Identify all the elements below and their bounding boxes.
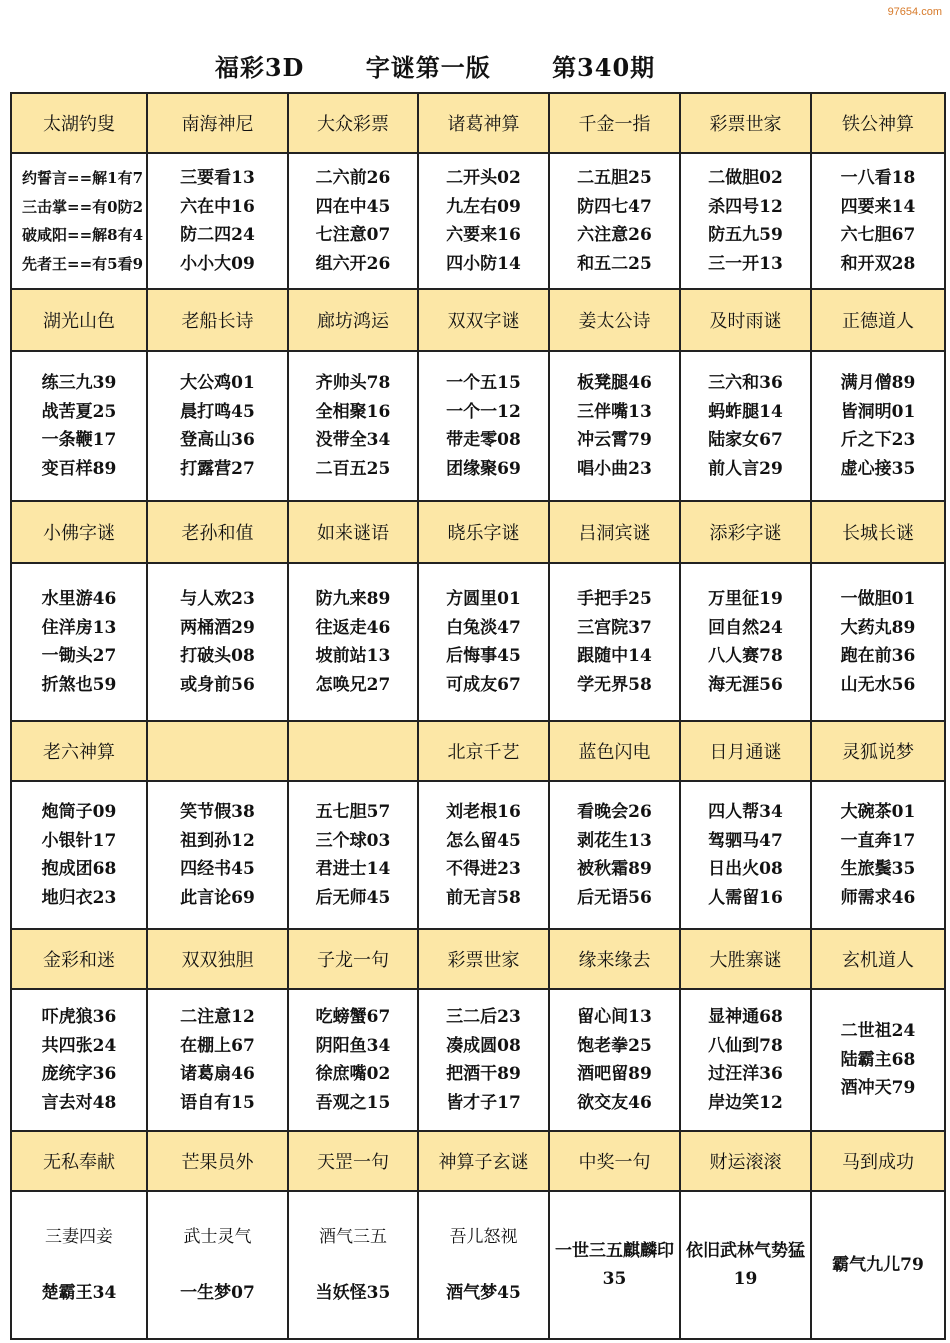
riddle-line: 折煞也59: [41, 674, 117, 695]
column-header: 彩票世家: [680, 93, 811, 153]
riddle-line: 在棚上67: [180, 1035, 255, 1056]
column-header: 天罡一句: [288, 1131, 418, 1191]
riddle-line: 依旧武林气势猛19: [686, 1240, 805, 1289]
column-header: 无私奉献: [11, 1131, 147, 1191]
riddle-line: 四小防14: [446, 253, 521, 274]
riddle-line: 防二四24: [180, 225, 255, 245]
riddle-line: 四在中45: [315, 196, 391, 217]
riddle-line: 小银针17: [41, 830, 117, 851]
riddle-line: 两桶酒29: [180, 617, 255, 638]
riddle-line: 霸气九儿79: [832, 1254, 924, 1275]
riddle-line: 万里征19: [708, 589, 783, 609]
riddle-line: 板凳腿46: [577, 373, 652, 393]
riddle-cell: [549, 781, 680, 929]
riddle-line: 齐帅头78: [315, 373, 391, 393]
riddle-line: 前无言58: [446, 887, 521, 908]
column-header: 蓝色闪电: [549, 721, 680, 781]
riddle-line: 二六前26: [315, 168, 391, 188]
riddle-cell: [418, 563, 549, 721]
riddle-line: 君进士14: [315, 859, 391, 879]
riddle-cell: [288, 563, 418, 721]
riddle-line: 和五二25: [577, 253, 652, 274]
riddle-cell: [811, 153, 945, 289]
riddle-line: 酒气梦45: [446, 1283, 521, 1303]
riddle-line: 往返走46: [315, 617, 391, 638]
riddle-line: 笑节假38: [180, 802, 255, 822]
riddle-line: 二五胆25: [577, 168, 652, 188]
riddle-line: 共四张24: [41, 1035, 117, 1056]
column-header: 双双字谜: [418, 289, 549, 351]
riddle-line: 皆才子17: [446, 1092, 521, 1113]
riddle-line: 抱成团68: [41, 859, 117, 879]
riddle-cell: [147, 1191, 288, 1339]
riddle-line: 二开头02: [446, 168, 521, 188]
riddle-line: 一生梦07: [180, 1283, 255, 1303]
riddle-line: 约誓言==解1有7: [22, 169, 144, 187]
riddle-line: 唱小曲23: [577, 458, 652, 479]
column-header: 大胜寨谜: [680, 929, 811, 989]
riddle-line: 六七胆67: [840, 225, 916, 245]
column-header: 小佛字谜: [11, 501, 147, 563]
column-header: 北京千艺: [418, 721, 549, 781]
riddle-line: 欲交友46: [577, 1092, 652, 1113]
riddle-line: 五七胆57: [315, 802, 391, 822]
column-header: 玄机道人: [811, 929, 945, 989]
riddle-cell: [680, 351, 811, 501]
riddle-cell: [418, 153, 549, 289]
riddle-table: [10, 92, 946, 1340]
riddle-line: 刘老根16: [446, 802, 521, 822]
riddle-line: 登高山36: [180, 430, 255, 450]
header-row: [11, 289, 945, 351]
column-header: 缘来缘去: [549, 929, 680, 989]
riddle-line: 水里游46: [41, 589, 117, 609]
riddle-line: 阴阳鱼34: [315, 1035, 391, 1056]
content-row: [11, 1191, 945, 1339]
column-header: 老船长诗: [147, 289, 288, 351]
riddle-line: 剥花生13: [577, 830, 652, 851]
riddle-line: 岸边笑12: [708, 1092, 783, 1113]
content-row: [11, 153, 945, 289]
riddle-line: 大药丸89: [840, 617, 916, 638]
column-header: 中奖一句: [549, 1131, 680, 1191]
riddle-line: 诸葛扇46: [180, 1064, 255, 1084]
riddle-line: 言去对48: [41, 1092, 117, 1113]
riddle-cell: [418, 989, 549, 1131]
riddle-line: 后悔事45: [446, 646, 521, 666]
riddle-line: 过汪洋36: [708, 1064, 783, 1084]
column-header: 老孙和值: [147, 501, 288, 563]
riddle-cell: [418, 781, 549, 929]
riddle-cell: [549, 153, 680, 289]
riddle-line: 看晚会26: [577, 802, 652, 822]
column-header: 添彩字谜: [680, 501, 811, 563]
column-header: 千金一指: [549, 93, 680, 153]
riddle-line: 打露营27: [180, 458, 255, 479]
riddle-line: 一个一12: [446, 401, 521, 422]
riddle-cell: [11, 1191, 147, 1339]
riddle-line: 跑在前36: [840, 646, 916, 666]
riddle-line: 庞统字36: [41, 1064, 117, 1084]
riddle-cell: [147, 989, 288, 1131]
riddle-line: 八仙到78: [708, 1035, 783, 1056]
riddle-line: 九左右09: [446, 196, 521, 217]
riddle-line: 满月僧89: [840, 373, 916, 393]
riddle-line: 酒气三五: [319, 1226, 387, 1247]
riddle-line: 武士灵气: [183, 1226, 252, 1247]
riddle-line: 三伴嘴13: [577, 401, 652, 422]
riddle-cell: [811, 351, 945, 501]
riddle-line: 打破头08: [180, 646, 255, 666]
riddle-cell: [680, 989, 811, 1131]
riddle-line: 酒冲天79: [840, 1078, 916, 1099]
header-row: [11, 93, 945, 153]
column-header: 廊坊鸿运: [288, 289, 418, 351]
riddle-line: 三击掌==有0防2: [22, 197, 144, 216]
title-edition: 字谜第一版: [365, 53, 491, 82]
riddle-cell: [11, 351, 147, 501]
riddle-line: 防九来89: [315, 589, 391, 609]
riddle-line: 怎么留45: [446, 830, 521, 851]
riddle-line: 一锄头27: [41, 646, 117, 666]
header-row: [11, 1131, 945, 1191]
column-header: [147, 721, 288, 781]
content-row: [11, 781, 945, 929]
riddle-cell: [288, 781, 418, 929]
column-header: 晓乐字谜: [418, 501, 549, 563]
riddle-line: 六在中16: [180, 196, 255, 217]
riddle-line: 吓虎狼36: [41, 1007, 117, 1027]
riddle-line: 怎唤兄27: [315, 674, 391, 695]
riddle-line: 与人欢23: [180, 589, 255, 609]
riddle-line: 防四七47: [577, 196, 652, 217]
riddle-line: 学无界58: [577, 674, 652, 695]
header-row: [11, 721, 945, 781]
riddle-line: 八人赛78: [708, 646, 783, 666]
page-title: [0, 48, 870, 83]
column-header: 长城长谜: [811, 501, 945, 563]
riddle-line: 三个球03: [315, 830, 391, 851]
riddle-line: 一做胆01: [840, 589, 916, 609]
site-watermark: 97654.com: [887, 6, 942, 18]
riddle-line: 后无语56: [577, 887, 652, 908]
riddle-line: 三宫院37: [577, 617, 652, 638]
riddle-cell: [811, 563, 945, 721]
riddle-cell: [549, 563, 680, 721]
riddle-line: 小小大09: [180, 253, 255, 274]
riddle-line: 六要来16: [446, 225, 521, 245]
riddle-line: 地归衣23: [41, 887, 117, 908]
riddle-line: 二注意12: [180, 1007, 255, 1027]
riddle-line: 驾驷马47: [708, 830, 783, 851]
riddle-cell: [11, 563, 147, 721]
riddle-line: 凑成圆08: [446, 1035, 521, 1056]
riddle-line: 一八看18: [840, 168, 916, 188]
column-header: 大众彩票: [288, 93, 418, 153]
riddle-line: 六注意26: [577, 225, 652, 245]
riddle-line: 师需求46: [840, 887, 916, 908]
column-header: 子龙一句: [288, 929, 418, 989]
column-header: 湖光山色: [11, 289, 147, 351]
riddle-line: 留心间13: [577, 1007, 652, 1027]
riddle-line: 三一开13: [708, 253, 783, 274]
riddle-line: 后无师45: [315, 887, 391, 908]
column-header: 南海神尼: [147, 93, 288, 153]
riddle-line: 全相聚16: [315, 401, 391, 422]
riddle-line: 白兔淡47: [446, 617, 521, 638]
column-header: 金彩和迷: [11, 929, 147, 989]
column-header: 芒果员外: [147, 1131, 288, 1191]
riddle-cell: [680, 563, 811, 721]
riddle-line: 手把手25: [577, 589, 652, 609]
riddle-line: 酒吧留89: [577, 1064, 652, 1084]
column-header: 太湖钓叟: [11, 93, 147, 153]
riddle-cell: [288, 989, 418, 1131]
content-row: [11, 351, 945, 501]
riddle-line: 炮筒子09: [41, 802, 117, 822]
riddle-line: 住洋房13: [41, 617, 117, 638]
riddle-line: 陆霸主68: [840, 1049, 916, 1070]
riddle-line: 祖到孙12: [180, 830, 255, 851]
title-lottery: 福彩3D: [214, 53, 305, 82]
riddle-line: 三要看13: [180, 168, 255, 188]
riddle-line: 显神通68: [708, 1007, 783, 1027]
riddle-line: 蚂蚱腿14: [708, 401, 783, 422]
riddle-cell: [811, 1191, 945, 1339]
riddle-line: 冲云霄79: [577, 430, 652, 450]
column-header: 灵狐说梦: [811, 721, 945, 781]
riddle-line: 坡前站13: [315, 646, 391, 666]
riddle-cell: [11, 781, 147, 929]
riddle-line: 楚霸王34: [41, 1283, 117, 1303]
column-header: [288, 721, 418, 781]
riddle-line: 徐庶嘴02: [315, 1064, 391, 1084]
riddle-line: 二世祖24: [840, 1021, 916, 1042]
riddle-line: 一个五15: [446, 373, 521, 393]
riddle-line: 或身前56: [180, 674, 255, 695]
riddle-cell: [11, 989, 147, 1131]
column-header: 如来谜语: [288, 501, 418, 563]
riddle-line: 吾观之15: [315, 1092, 391, 1113]
content-row: [11, 563, 945, 721]
column-header: 双双独胆: [147, 929, 288, 989]
column-header: 神算子玄谜: [418, 1131, 549, 1191]
riddle-line: 大碗茶01: [840, 802, 916, 822]
riddle-cell: [288, 351, 418, 501]
riddle-line: 虚心接35: [840, 458, 916, 479]
riddle-cell: [549, 351, 680, 501]
riddle-line: 语自有15: [180, 1092, 255, 1113]
riddle-line: 防五九59: [708, 225, 783, 245]
riddle-line: 皆洞明01: [840, 401, 916, 422]
riddle-cell: [418, 351, 549, 501]
riddle-line: 被秋霜89: [577, 859, 652, 879]
riddle-line: 四要来14: [840, 196, 916, 217]
riddle-line: 陆家女67: [708, 430, 783, 450]
riddle-cell: [288, 1191, 418, 1339]
riddle-cell: [811, 989, 945, 1131]
column-header: 马到成功: [811, 1131, 945, 1191]
riddle-line: 四经书45: [180, 859, 255, 879]
riddle-line: 此言论69: [180, 887, 255, 908]
riddle-line: 和开双28: [840, 253, 916, 274]
riddle-cell: [549, 989, 680, 1131]
riddle-line: 四人帮34: [708, 802, 783, 822]
column-header: 诸葛神算: [418, 93, 549, 153]
riddle-line: 日出火08: [708, 859, 783, 879]
riddle-line: 组六开26: [315, 253, 391, 274]
riddle-line: 晨打鸣45: [180, 401, 255, 422]
riddle-line: 一世三五麒麟印35: [555, 1240, 674, 1289]
riddle-cell: [680, 1191, 811, 1339]
riddle-line: 回自然24: [708, 617, 783, 638]
riddle-line: 前人言29: [708, 458, 783, 479]
column-header: 正德道人: [811, 289, 945, 351]
riddle-line: 大公鸡01: [180, 373, 255, 393]
riddle-cell: [549, 1191, 680, 1339]
riddle-line: 吃螃蟹67: [315, 1007, 391, 1027]
riddle-cell: [811, 781, 945, 929]
riddle-cell: [288, 153, 418, 289]
riddle-line: 一条鞭17: [41, 430, 117, 450]
riddle-line: 生旅鬓35: [840, 859, 916, 879]
riddle-line: 吾儿怒视: [449, 1226, 518, 1247]
riddle-line: 团缘聚69: [446, 458, 521, 479]
riddle-line: 山无水56: [840, 674, 916, 695]
header-row: [11, 501, 945, 563]
riddle-line: 跟随中14: [577, 646, 652, 666]
column-header: 姜太公诗: [549, 289, 680, 351]
riddle-line: 斤之下23: [840, 430, 916, 450]
column-header: 铁公神算: [811, 93, 945, 153]
riddle-line: 变百样89: [41, 458, 117, 479]
riddle-line: 战苦夏25: [41, 401, 117, 422]
riddle-cell: [680, 153, 811, 289]
riddle-cell: [147, 351, 288, 501]
column-header: 老六神算: [11, 721, 147, 781]
riddle-line: 先者王==有5看9: [22, 254, 144, 273]
riddle-line: 二百五25: [315, 458, 391, 479]
riddle-line: 七注意07: [315, 225, 391, 245]
column-header: 及时雨谜: [680, 289, 811, 351]
riddle-line: 杀四号12: [708, 196, 783, 217]
riddle-line: 一直奔17: [840, 830, 916, 851]
riddle-cell: [147, 153, 288, 289]
column-header: 财运滚滚: [680, 1131, 811, 1191]
riddle-line: 方圆里01: [446, 589, 521, 609]
riddle-line: 二做胆02: [708, 168, 783, 188]
riddle-cell: [11, 153, 147, 289]
riddle-line: 把酒干89: [446, 1064, 521, 1084]
riddle-cell: [680, 781, 811, 929]
title-issue: 第340期: [552, 53, 656, 82]
riddle-line: 不得进23: [446, 859, 521, 879]
riddle-line: 三六和36: [708, 373, 783, 393]
riddle-line: 练三九39: [41, 373, 117, 393]
column-header: 彩票世家: [418, 929, 549, 989]
riddle-line: 海无涯56: [708, 674, 783, 695]
riddle-line: 饱老拳25: [577, 1035, 652, 1056]
riddle-line: 可成友67: [446, 674, 521, 695]
riddle-line: 破咸阳==解8有4: [22, 226, 144, 244]
riddle-line: 三二后23: [446, 1007, 521, 1027]
riddle-line: 三妻四妾: [45, 1226, 113, 1247]
riddle-cell: [147, 563, 288, 721]
content-row: [11, 989, 945, 1131]
column-header: 吕洞宾谜: [549, 501, 680, 563]
riddle-cell: [418, 1191, 549, 1339]
riddle-line: 没带全34: [315, 430, 391, 450]
riddle-line: 带走零08: [446, 430, 521, 450]
riddle-line: 当妖怪35: [315, 1283, 391, 1303]
column-header: 日月通谜: [680, 721, 811, 781]
header-row: [11, 929, 945, 989]
riddle-cell: [147, 781, 288, 929]
riddle-line: 人需留16: [708, 887, 783, 908]
